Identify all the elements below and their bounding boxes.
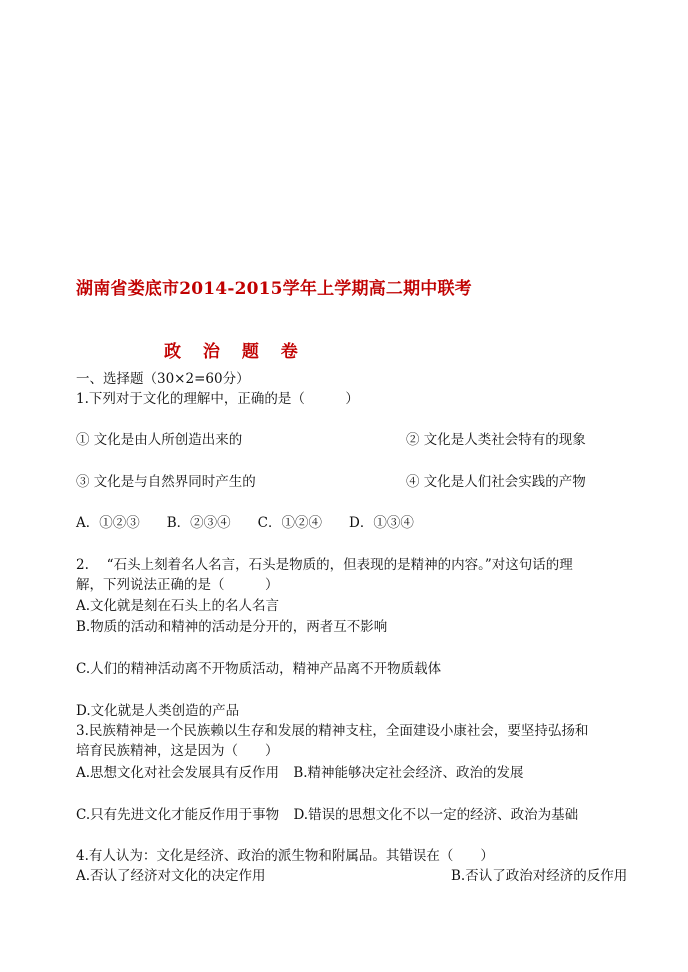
question-3-stem-line2: 培育民族精神，这是因为（ ） bbox=[76, 743, 279, 759]
question-1-option-2: ② 文化是人类社会特有的现象 bbox=[406, 432, 586, 448]
question-4-option-b: B.否认了政治对经济的反作用 bbox=[451, 868, 628, 884]
question-1-stem: 1.下列对于文化的理解中，正确的是（ ） bbox=[76, 391, 359, 407]
question-1-options-row1 bbox=[76, 430, 586, 450]
question-1-option-3: ③ 文化是与自然界同时产生的 bbox=[76, 474, 256, 490]
document-subtitle: 政 治 题 卷 bbox=[164, 342, 306, 362]
question-3-option-c: C.只有先进文化才能反作用于事物 bbox=[76, 807, 280, 823]
question-3-option-d: D.错误的思想文化不以一定的经济、政治为基础 bbox=[293, 807, 579, 823]
question-1-option-1: ① 文化是由人所创造出来的 bbox=[76, 432, 243, 448]
question-3-option-b: B.精神能够决定社会经济、政治的发展 bbox=[293, 765, 524, 781]
question-3-options-row2 bbox=[76, 805, 578, 825]
question-4-option-a: A.否认了经济对文化的决定作用 bbox=[76, 868, 266, 884]
question-2-stem-line1: 2. “石头上刻着名人名言，石头是物质的，但表现的是精神的内容。”对这句话的理 bbox=[76, 557, 573, 573]
question-1-option-4: ④ 文化是人们社会实践的产物 bbox=[406, 474, 586, 490]
question-1-choices: A．①②③ B．②③④ C．①②④ D．①③④ bbox=[76, 515, 414, 531]
section-heading: 一、选择题（30×2=60分） bbox=[76, 371, 250, 387]
question-3-option-a: A.思想文化对社会发展具有反作用 bbox=[76, 765, 280, 781]
question-2-option-a: A.文化就是刻在石头上的名人名言 bbox=[76, 598, 280, 614]
question-4-options-row1 bbox=[76, 866, 628, 886]
question-4-stem: 4.有人认为：文化是经济、政治的派生物和附属品。其错误在（ ） bbox=[76, 848, 494, 864]
question-3-options-row1 bbox=[76, 763, 524, 783]
question-2-option-b: B.物质的活动和精神的活动是分开的，两者互不影响 bbox=[76, 619, 388, 635]
question-2-option-d: D.文化就是人类创造的产品 bbox=[76, 703, 240, 719]
document-title: 湖南省娄底市2014-2015学年上学期高二期中联考 bbox=[76, 279, 472, 299]
question-2-stem-line2: 解，下列说法正确的是（ ） bbox=[76, 577, 279, 593]
question-3-stem-line1: 3.民族精神是一个民族赖以生存和发展的精神支柱，全面建设小康社会，要坚持弘扬和 bbox=[76, 723, 589, 739]
question-1-options-row2 bbox=[76, 472, 586, 492]
question-2-option-c: C.人们的精神活动离不开物质活动，精神产品离不开物质载体 bbox=[76, 661, 442, 677]
